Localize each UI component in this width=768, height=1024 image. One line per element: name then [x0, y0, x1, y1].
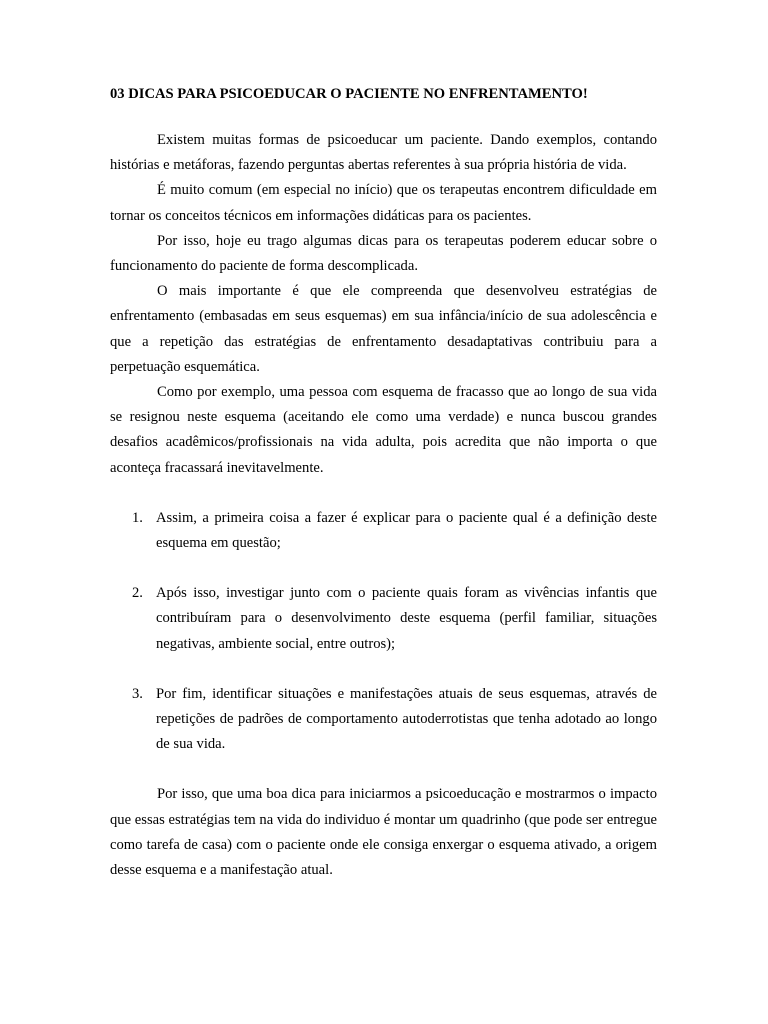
intro-paragraph-5: Como por exemplo, uma pessoa com esquema de fracasso que ao longo de sua vida se resignou neste esquema (aceitando ele como uma verdade) e nunca buscou grandes desafios acadêmicos/profissionais na vida adulta, pois acredita que não importa o que aconteça fracassará inevitavelmente. [110, 384, 657, 476]
intro-paragraph-1: Existem muitas formas de psicoeducar um paciente. Dando exemplos, contando histórias e metáforas, fazendo perguntas abertas referentes à sua própria história de vida. [110, 132, 657, 174]
tip-text: Por fim, identificar situações e manifestações atuais de seus esquemas, através de repetições de padrões de comportamento autoderrotistas que tenha adotado ao longo de sua vida. [156, 685, 657, 753]
intro-paragraph-2: É muito comum (em especial no início) que os terapeutas encontrem dificuldade em tornar os conceitos técnicos em informações didáticas para os pacientes. [110, 182, 657, 224]
tip-text: Assim, a primeira coisa a fazer é explicar para o paciente qual é a definição deste esquema em questão; [156, 509, 657, 552]
tip-number: 2. [132, 585, 143, 602]
intro-paragraph-3: Por isso, hoje eu trago algumas dicas para os terapeutas poderem educar sobre o funcionamento do paciente de forma descomplicada. [110, 232, 657, 275]
tip-text: Após isso, investigar junto com o paciente quais foram as vivências infantis que contribuíram para o desenvolvimento deste esquema (perfil familiar, situações negativas, ambiente social, entre outros); [156, 585, 657, 652]
tips-list [110, 506, 657, 758]
tip-number: 3. [132, 685, 143, 702]
tip-item-2 [110, 581, 657, 657]
tip-item-3 [110, 682, 657, 758]
tip-number: 1. [132, 509, 143, 526]
tip-item-1 [110, 506, 657, 556]
closing-paragraph: Por isso, que uma boa dica para iniciarmos a psicoeducação e mostrarmos o impacto que essas estratégias tem na vida do individuo é montar um quadrinho (que pode ser entregue como tarefa de casa) com o paciente onde ele consiga enxergar o esquema ativado, a origem desse esquema e a manifestação atual. [110, 786, 657, 879]
intro-section [110, 128, 657, 481]
intro-paragraph-4: O mais importante é que ele compreenda que desenvolveu estratégias de enfrentamento (embasadas em seus esquemas) em sua infância/início de sua adolescência e que a repetição das estratégias de enfrentamento desadaptativas contribuiu para a perpetuação esquemática. [110, 283, 657, 375]
document-title: 03 DICAS PARA PSICOEDUCAR O PACIENTE NO ENFRENTAMENTO! [110, 86, 588, 102]
